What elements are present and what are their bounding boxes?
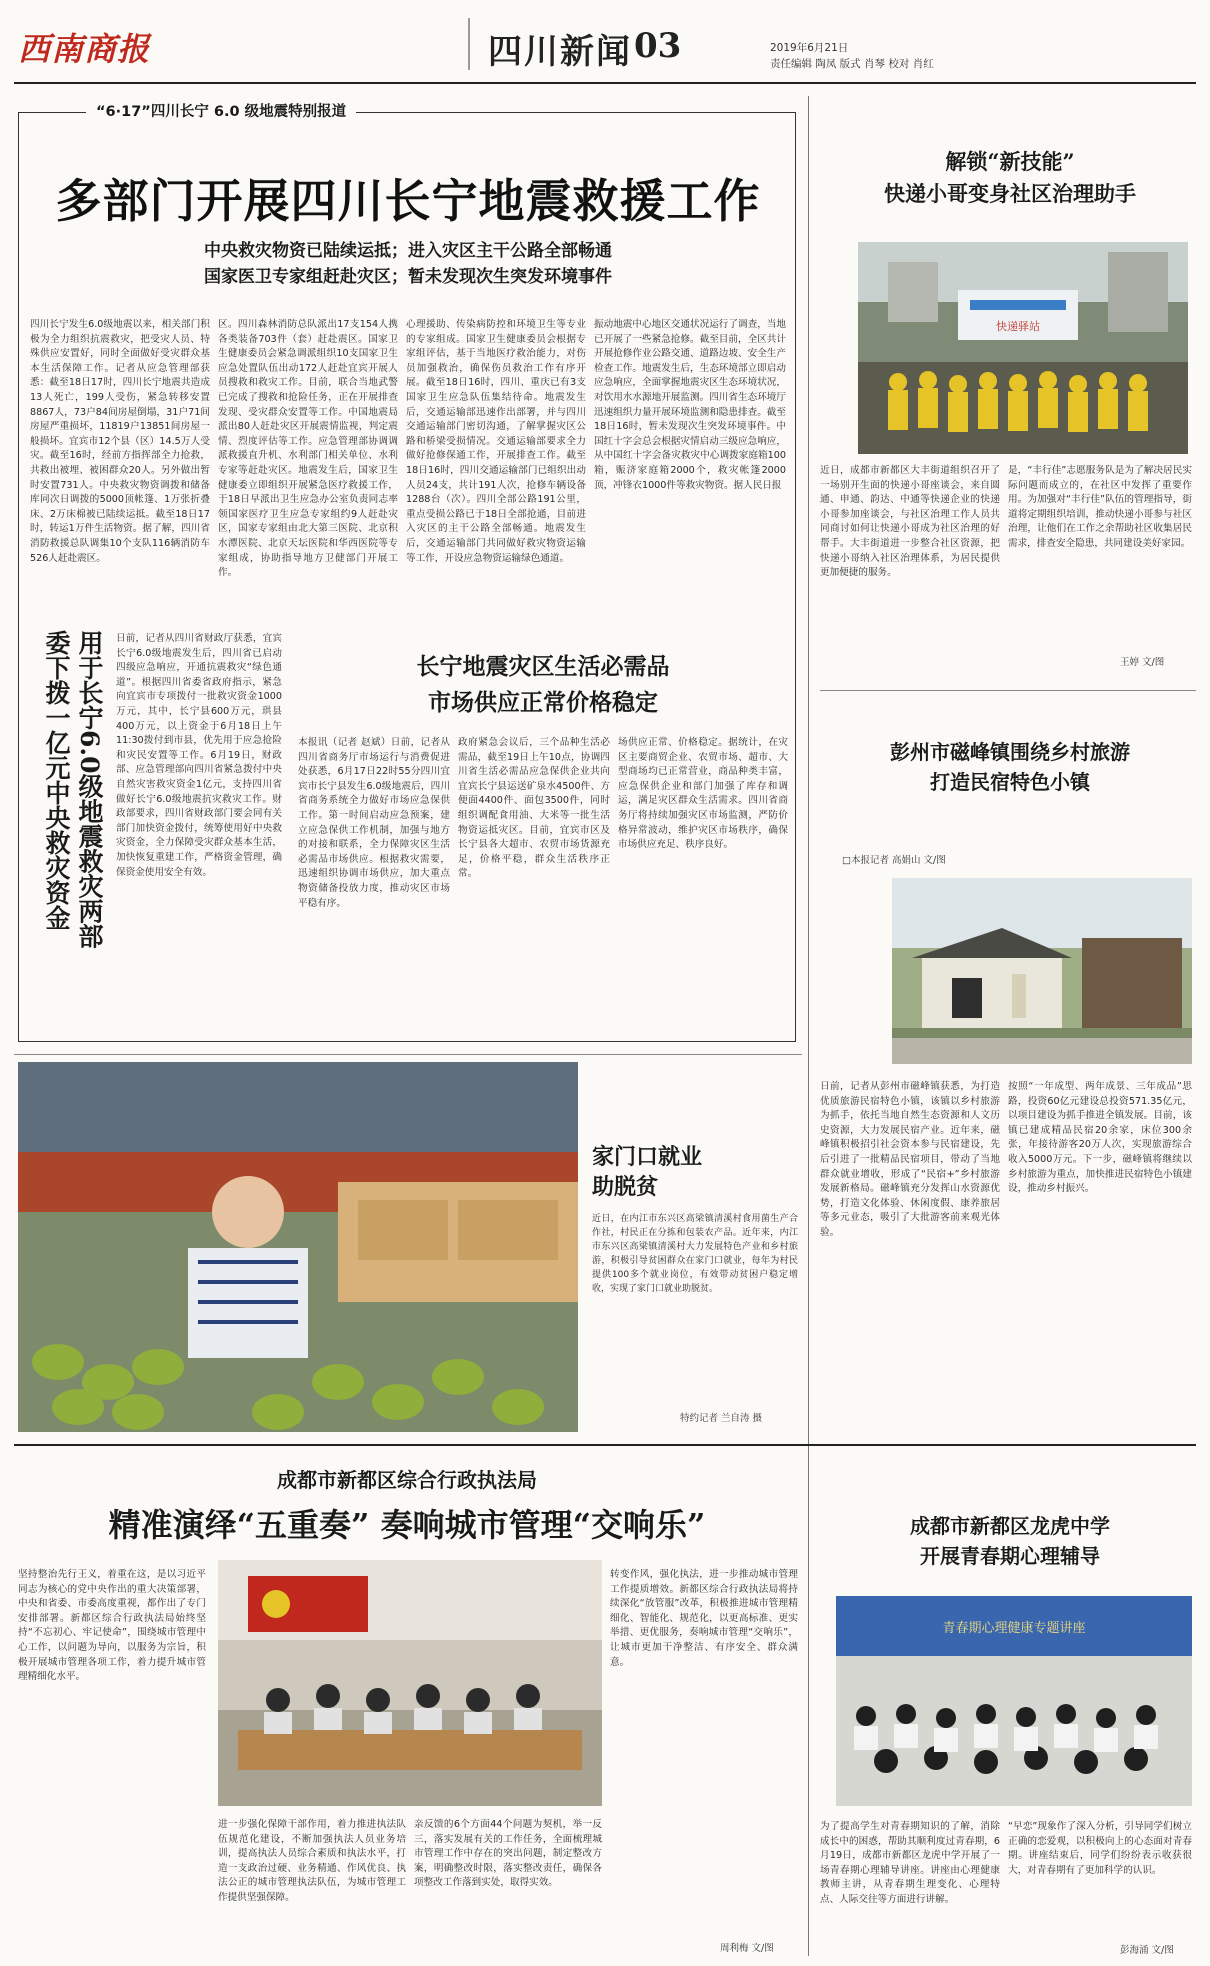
pengzhou-byline: □本报记者 高娟山 文/图 <box>842 855 946 866</box>
village-title-2: 助脱贫 <box>592 1174 659 1200</box>
courier-credit: 王婷 文/图 <box>1120 657 1165 668</box>
law-top-rule <box>14 1444 1196 1446</box>
supply-col-3: 场供应正常、价格稳定。据统计，在灾区主要商贸企业、农贸市场、超市、大型商场均已正常营业，商品种类丰富，应急保供企业和部门加强了库存和调运，满足灾区群众生活需求。四川省商务厅将持续加强灾区市场监测，严防价格异常波动，维护灾区市场秩序，确保市场供应充足、秩序良好。 <box>618 737 788 851</box>
school-col-1: 为了提高学生对青春期知识的了解，消除成长中的困惑，帮助其顺利度过青春期，6月19日，成都市新都区龙虎中学开展了一场青春期心理辅导讲座。讲座由心理健康教师主讲，从青春期生理变化、心理特点、人际交往等方面进行讲解。 <box>820 1821 1000 1905</box>
pengzhou-col-1: 日前，记者从彭州市磁峰镇获悉，为打造优质旅游民宿特色小镇，该镇以乡村旅游为抓手，依托当地自然生态资源和人文历史资源，大力发展民宿产业。近年来，磁峰镇积极招引社会资本参与民宿建设，先后引进了一批精品民宿项目，带动了当地群众就业增收，形成了“民宿+”乡村旅游发展新格局。磁峰镇充分发挥山水资源优势，打造文化体验、休闲度假、康养旅居等多元业态，吸引了大批游客前来观光体验。 <box>820 1081 1000 1238</box>
main-headline: 多部门开展四川长宁地震救援工作 <box>55 174 761 228</box>
pengzhou-title-2: 打造民宿特色小镇 <box>930 770 1090 794</box>
courier-scene-image <box>858 242 1188 454</box>
pengzhou-col-2: 按照“一年成型、两年成景、三年成品”思路，投资60亿元建设总投资571.35亿元，以项目建设为抓手推进全镇发展。目前，该镇已建成精品民宿20余家，床位300余张，年接待游客20万人次，实现旅游综合收入5000万元。下一步，磁峰镇将继续以乡村旅游为重点，加快推进民宿特色小镇建设，推动乡村振兴。 <box>1008 1081 1192 1195</box>
village-photo <box>18 1062 578 1432</box>
page-number: 03 <box>634 26 682 66</box>
courier-title-2: 快递小哥变身社区治理助手 <box>884 181 1136 206</box>
kicker-text: “6·17”四川长宁 6.0 级地震特别报道 <box>96 104 347 120</box>
guesthouse-image <box>892 878 1192 1064</box>
issue-date: 2019年6月21日 <box>770 42 849 54</box>
lecture-scene-image <box>836 1596 1192 1806</box>
law-col-1: 坚持整治先行王义，着重在这，是以习近平同志为核心的党中央作出的重大决策部署，中央和省委、市委高度重视，都作出了专门安排部署。新都区综合行政执法局始终坚持“不忘初心、牢记使命”，围绕城市管理中心工作，以问题为导向，以服务为宗旨，积极开展城市管理各项工作，着力提升城市管理精细化水平。 <box>18 1569 206 1683</box>
courier-title-1: 解锁“新技能” <box>945 149 1075 174</box>
law-headline: 精准演绎“五重奏” 奏响城市管理“交响乐” <box>108 1506 706 1544</box>
courier-photo <box>858 242 1188 454</box>
right-column-divider <box>808 96 809 1486</box>
main-subhead-2: 国家医卫专家组赶赴灾区；暂未发现次生突发环境事件 <box>204 267 612 287</box>
main-col-1: 四川长宁发生6.0级地震以来，相关部门积极为全力组织抗震救灾，把受灾人员、特殊供应安置好，同时全面做好受灾群众基本生活保障工作。记者从应急管理部获悉：截至18日17时，四川长宁地震共造成13人死亡，199人受伤，紧急转移安置8867人，73户84间房屋倒塌，31户71间房屋严重损坏，11819户13851间房屋一般损坏。宜宾市12个县（区）14.5万人受灾。截至16时，经前方指挥部全力抢救，共救出被埋、被困群众20人。另外做出暂时安置731人。中央救灾物资调拨和储备库同次日调拨的5000顶帐篷、1万张折叠床、2万床棉被已陆续运抵。截至18日17时，转运1万件生活物资。据了解，四川省消防救援总队调集10个支队116辆消防车526人赶赴震区。 <box>30 319 210 564</box>
school-divider <box>808 1456 809 1956</box>
law-col-4: 转变作风，强化执法，进一步推动城市管理工作提质增效。新都区综合行政执法局将持续深化“放管服”改革，积极推进城市管理精细化、智能化、规范化，以更高标准、更实举措、更优服务，奏响城市管理“交响乐”，让城市更加干净整洁、有序安全、群众满意。 <box>610 1569 798 1668</box>
supply-headline-1: 长宁地震灾区生活必需品 <box>416 653 670 680</box>
supply-col-1: 本报讯（记者 赵斌）日前，记者从四川省商务厅市场运行与消费促进处获悉，6月17日22时55分四川宜宾市长宁县发生6.0级地震后，四川省商务系统全力做好市场应急保供工作。第一时间启动应急预案，建立应急保供工作机制，加强与地方的对接和联系，全力保障灾区生活必需品市场供应。根据救灾需要，迅速组织协调市场供应，加大重点物资储备投放力度，推动灾区市场平稳有序。 <box>298 737 450 909</box>
section-title: 四川新闻 <box>488 32 632 72</box>
law-col-2: 进一步强化保障干部作用，着力推进执法队伍规范化建设，不断加强执法人员业务培训，提高执法人员综合素质和执法水平，打造一支政治过硬、业务精通、作风优良、执法公正的城市管理执法队伍，为城市管理工作提供坚强保障。 <box>218 1819 406 1903</box>
pengzhou-title-1: 彭州市磁峰镇围绕乡村旅游 <box>890 740 1130 764</box>
courier-col-1: 近日，成都市新都区大丰街道组织召开了一场别开生面的快递小哥座谈会，来自圆通、申通、韵达、中通等快递企业的快递小哥参加座谈会，与社区治理工作人员共同商讨如何让快递小哥成为社区治理的好帮手。大丰街道进一步整合社区资源，把快递小哥纳入社区治理体系，为居民提供更加便捷的服务。 <box>820 465 1000 579</box>
school-col-2: “早恋”现象作了深入分析，引导同学们树立正确的恋爱观，以积极向上的心态面对青春期。讲座结束后，同学们纷纷表示收获很大，对青春期有了更加科学的认识。 <box>1008 1821 1192 1876</box>
school-title-2: 开展青春期心理辅导 <box>920 1544 1100 1568</box>
courier-banner-text: 快递驿站 <box>996 320 1040 333</box>
main-subhead-1: 中央救灾物资已陆续运抵；进入灾区主干公路全部畅通 <box>204 241 612 261</box>
relief-funds-body: 日前，记者从四川省财政厅获悉，宜宾长宁6.0级地震发生后，四川省已启动四级应急响应，开通抗震救灾“绿色通道”。根据四川省委省政府指示，紧急向宜宾市专项拨付一批救灾资金1000万元，其中，长宁县600万元，珙县400万元，以上资金于6月18日上午11:30拨付到市县，优先用于应急抢险和灾民安置等工作。6月19日，财政部、应急管理部向四川省紧急拨付中央自然灾害救灾资金1亿元，支持四川省做好长宁6.0级地震抗灾救灾工作。财政部要求，四川省财政部门要会同有关部门加快资金拨付，统筹使用好中央救灾资金，全力保障受灾群众基本生活，加快恢复重建工作，严格资金管理，确保资金使用安全有效。 <box>116 633 282 878</box>
pengzhou-photo <box>892 878 1192 1064</box>
village-caption: 近日，在内江市东兴区高梁镇清溪村食用菌生产合作社，村民正在分拣和包装农产品。近年来，内江市东兴区高梁镇清溪村大力发展特色产业和乡村旅游，积极引导贫困群众在家门口就业，每年为村民提供100多个就业岗位，有效带动贫困户稳定增收，实现了家门口就业助脱贫。 <box>592 1214 798 1294</box>
law-credit: 周利梅 文/图 <box>720 1943 774 1954</box>
editor-credits: 责任编辑 陶凤 版式 肖琴 校对 肖红 <box>770 58 934 70</box>
school-credit: 彭海涌 文/图 <box>1120 1945 1174 1956</box>
relief-funds-headline <box>30 630 106 960</box>
meeting-scene-image <box>218 1560 602 1806</box>
main-col-4: 振动地震中心地区交通状况运行了调查，当地已开展了一些紧急抢修。截至目前，全区共计开展抢修作业公路交通、道路边坡、安全生产检查工作。地震发生后，生态环境部立即启动应急响应，全面掌握地震灾区生态环境状况，对饮用水水源地开展监测。四川省生态环境厅迅速组织力量开展环境监测和隐患排查。截至18日16时，暂未发现次生突发环境事件。中国红十字会总会根据灾情启动三级应急响应，从中国红十字会备灾救灾中心调拨家庭箱100箱，赈济家庭箱2000个，救灾帐篷2000顶，冲锋衣1000件等救灾物资。据人民日报 <box>594 319 786 491</box>
law-kicker: 成都市新都区综合行政执法局 <box>277 1468 537 1492</box>
village-credit: 特约记者 兰自涛 摄 <box>680 1413 763 1424</box>
school-title-1: 成都市新都区龙虎中学 <box>910 1514 1110 1538</box>
supply-col-2: 政府紧急会议后，三个品种生活必需品，截至19日上午10点，协调四川省生活必需品应急保供企业共向宜宾长宁县运送矿泉水4500件、方便面4400件、面包3500件，同时组织调配食用油、大米等一批生活物资运抵灾区。目前，宜宾市区及长宁县各大超市、农贸市场货源充足，价格平稳，群众生活秩序正常。 <box>458 737 610 880</box>
supply-headline-2: 市场供应正常价格稳定 <box>428 689 658 716</box>
village-title-1: 家门口就业 <box>592 1144 703 1170</box>
courier-separator <box>820 690 1196 691</box>
newspaper-logo: 西南商报 <box>18 30 151 68</box>
law-photo <box>218 1560 602 1806</box>
packing-scene-image <box>18 1062 578 1432</box>
law-col-3: 亲反馈的6个方面44个问题为契机，举一反三，落实发展有关的工作任务，全面梳理城市管理工作中存在的突出问题，制定整改方案，明确整改时限，落实整改责任，确保各项整改工作落到实处，取得实效。 <box>414 1819 602 1889</box>
school-banner-text: 青春期心理健康专题讲座 <box>942 1621 1086 1636</box>
masthead-rule <box>14 82 1196 84</box>
relief-funds-headline-text: 用于长宁6.0级地震救灾两部委下拨一亿元中央救灾资金 <box>42 630 104 949</box>
masthead <box>0 0 1210 88</box>
masthead-divider <box>468 18 470 70</box>
main-col-3: 心理援助、传染病防控和环境卫生等专业的专家组成。国家卫生健康委员会根据专家组评估，基于当地医疗救治能力，对伤员加强救治，确保伤员救治工作有序开展。截至18日16时，四川、重庆已有3支国家卫生应急队伍集结待命。地震发生后，交通运输部迅速作出部署，并与四川交通运输部门密切沟通，了解掌握灾区公路和桥梁受损情况。交通运输部要求全力做好抢修保通工作，开展排查工作。截至18日16时，四川交通运输部门已组织出动人员24支，共计191人次，抢修车辆设备1288台（次）。四川全部公路191公里，重点受损公路已于18日全部抢通，目前进入灾区的主干公路全部畅通。地震发生后，交通运输部门共同做好救灾物资运输等工作，开设应急物资运输绿色通道。 <box>406 319 586 564</box>
main-col-2: 区。四川森林消防总队派出17支154人携各类装备703件（套）赶赴震区。国家卫生健康委员会紧急调派组织10支国家卫生应急处置队伍出动172人赶赴宜宾开展人员搜救和救灾工作。目前，联合当地武警已完成了搜救和抢险任务，正在开展排查发现、受灾群众安置等工作。中国地震局派出80人赶赴灾区开展震情监视，判定震情、烈度评估等工作。应急管理部协调调派救援直升机、水利部门相关单位、水利专家等赶赴灾区。地震发生后，国家卫生健康委立即组织开展紧急医疗救援工作，于18日早派出卫生应急办公室负责同志率领国家医疗卫生应急专家组约9人赶赴灾区，国家专家组由北大第三医院、北京积水潭医院、北京天坛医院和华西医院等专家组成，协助指导地方卫健部门开展工作。 <box>218 319 398 579</box>
school-photo <box>836 1596 1192 1806</box>
village-top-rule <box>14 1054 802 1055</box>
courier-col-2: 是，“丰行佳”志愿服务队是为了解决居民实际问题而成立的，在社区中发挥了重要作用。为加强对“丰行佳”队伍的管理指导，街道将定期组织培训，推动快递小哥参与社区治理，让他们在工作之余帮助社区收集居民需求，排查安全隐患，共同建设美好家园。 <box>1008 465 1192 549</box>
special-report-kicker <box>86 100 356 121</box>
